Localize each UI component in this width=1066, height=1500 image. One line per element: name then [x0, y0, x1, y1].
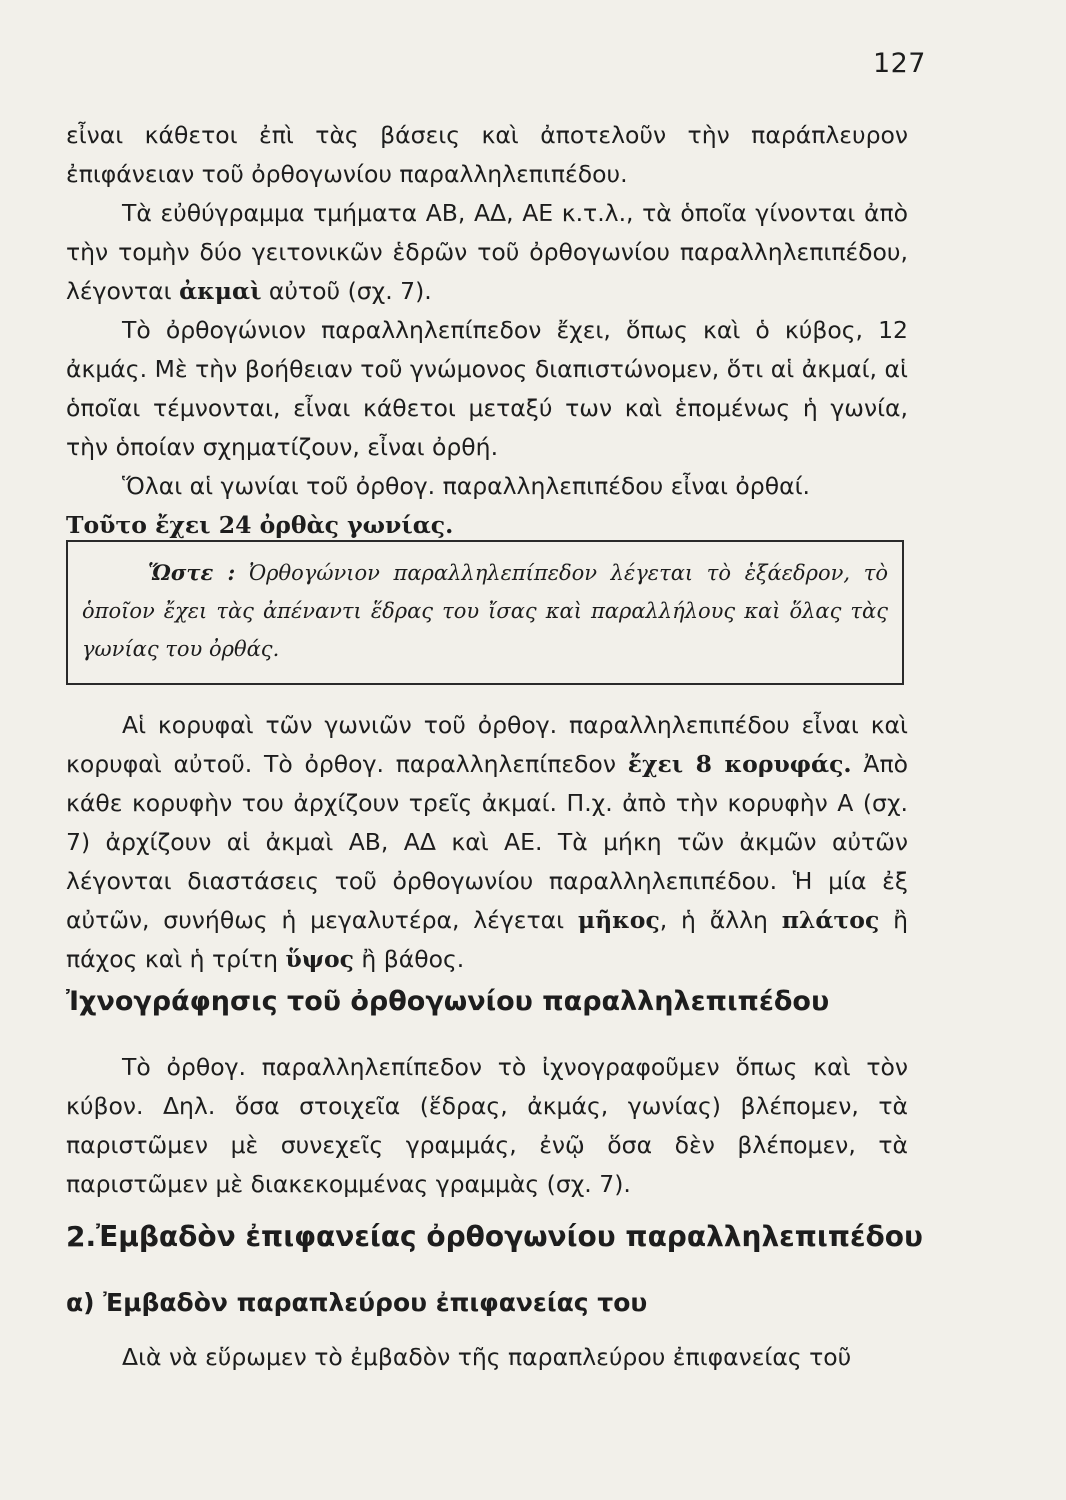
paragraph-5: Τοῦτο ἔχει 24 ὀρθὰς γωνίας.	[66, 511, 454, 539]
paragraph-4: Ὅλαι αἱ γωνίαι τοῦ ὀρθογ. παραλληλεπιπέδου εἶναι ὀρθαί.	[122, 472, 811, 500]
paragraph-6-text-e: ἢ βάθος.	[353, 945, 465, 973]
paragraph-7: Τὸ ὀρθογ. παραλληλεπίπεδον τὸ ἰχνογραφοῦμεν ὅπως καὶ τὸν κύβον. Δηλ. ὅσα στοιχεῖα (ἕδρας, ἀκμάς, γωνίας) βλέπομεν, τὰ παριστῶμεν μὲ συνεχεῖς γραμμάς, ἐνῷ ὅσα δὲν βλέπομεν, τὰ παριστῶμεν μὲ διακεκομμένας γραμμὰς (σχ. 7).	[66, 1053, 908, 1198]
paragraph-2-text-a: Τὰ εὐθύγραμμα τμήματα ΑΒ, ΑΔ, ΑΕ κ.τ.λ., τὰ ὁποῖα γίνονται ἀπὸ τὴν τομὴν δύο γειτονικῶν ἑδρῶν τοῦ ὀρθογωνίου παραλληλεπιπέδου, λέγονται	[66, 199, 908, 305]
paragraph-8: Διὰ νὰ εὕρωμεν τὸ ἐμβαδὸν τῆς παραπλεύρου ἐπιφανείας τοῦ	[122, 1343, 852, 1371]
term-height: ὕψος	[285, 945, 354, 973]
definition-body: Ὀρθογώνιον παραλληλεπίπεδον λέγεται τὸ ἑξάεδρον, τὸ ὁποῖον ἔχει τὰς ἀπέναντι ἕδρας του ἴσας καὶ παραλλήλους καὶ ὅλας τὰς γωνίας του ὀρθάς.	[82, 561, 888, 661]
paragraph-6	[66, 706, 908, 979]
paragraph-3: Τὸ ὀρθογώνιον παραλληλεπίπεδον ἔχει, ὅπως καὶ ὁ κύβος, 12 ἀκμάς. Μὲ τὴν βοήθειαν τοῦ γνώμονος διαπιστώνομεν, ὅτι αἱ ἀκμαί, αἱ ὁποῖαι τέμνονται, εἶναι κάθετοι μεταξύ των καὶ ἑπομένως ἡ γωνία, τὴν ὁποίαν σχηματίζουν, εἶναι ὀρθή.	[66, 316, 908, 461]
text-block-middle	[66, 706, 908, 979]
term-akmai: ἀκμαὶ	[179, 277, 262, 305]
paragraph-6-text-b: Ἀπὸ κάθε κορυφὴν του ἀρχίζουν τρεῖς ἀκμαί. Π.χ. ἀπὸ τὴν κορυφὴν Α (σχ. 7) ἀρχίζουν αἱ ἀκμαὶ ΑΒ, ΑΔ καὶ ΑΕ. Τὰ μήκη τῶν ἀκμῶν αὐτῶν λέγονται διαστάσεις τοῦ ὀρθογωνίου παραλληλεπιπέδου. Ἡ μία ἐξ αὐτῶν, συνήθως ἡ μεγαλυτέρα, λέγεται	[66, 750, 908, 934]
term-8-vertices: ἔχει 8 κορυφάς.	[627, 750, 852, 778]
page-number: 127	[872, 48, 926, 79]
paragraph-6-text-d: ἢ πάχος καὶ ἡ τρίτη	[66, 906, 908, 973]
paragraph-2	[66, 194, 908, 311]
paragraph-2-text-b: αὐτοῦ (σχ. 7).	[261, 277, 432, 305]
definition-lead: Ὥστε :	[148, 560, 236, 585]
paragraph-6-text-c: , ἡ ἄλλη	[659, 906, 782, 934]
text-block-top	[66, 116, 908, 545]
definition-text	[82, 554, 888, 668]
term-length: μῆκος	[577, 906, 660, 934]
section-heading-drawing: Ἰχνογράφησις τοῦ ὀρθογωνίου παραλληλεπιπέδου	[66, 986, 830, 1017]
paragraph-1: εἶναι κάθετοι ἐπὶ τὰς βάσεις καὶ ἀποτελοῦν τὴν παράπλευρον ἐπιφάνειαν τοῦ ὀρθογωνίου παραλληλεπιπέδου.	[66, 121, 908, 188]
text-block-bottom	[66, 1338, 908, 1377]
definition-box	[66, 540, 904, 685]
text-block-drawing	[66, 1048, 908, 1204]
term-width: πλάτος	[781, 906, 880, 934]
section-heading-area: 2.Ἐμβαδὸν ἐπιφανείας ὀρθογωνίου παραλληλεπιπέδου	[66, 1220, 923, 1253]
paragraph-6-text-a: Αἱ κορυφαὶ τῶν γωνιῶν τοῦ ὀρθογ. παραλληλεπιπέδου εἶναι καὶ κορυφαὶ αὐτοῦ. Τὸ ὀρθογ. παραλληλεπίπεδον	[66, 711, 908, 778]
subsection-heading-lateral-area: α) Ἐμβαδὸν παραπλεύρου ἐπιφανείας του	[66, 1288, 648, 1317]
